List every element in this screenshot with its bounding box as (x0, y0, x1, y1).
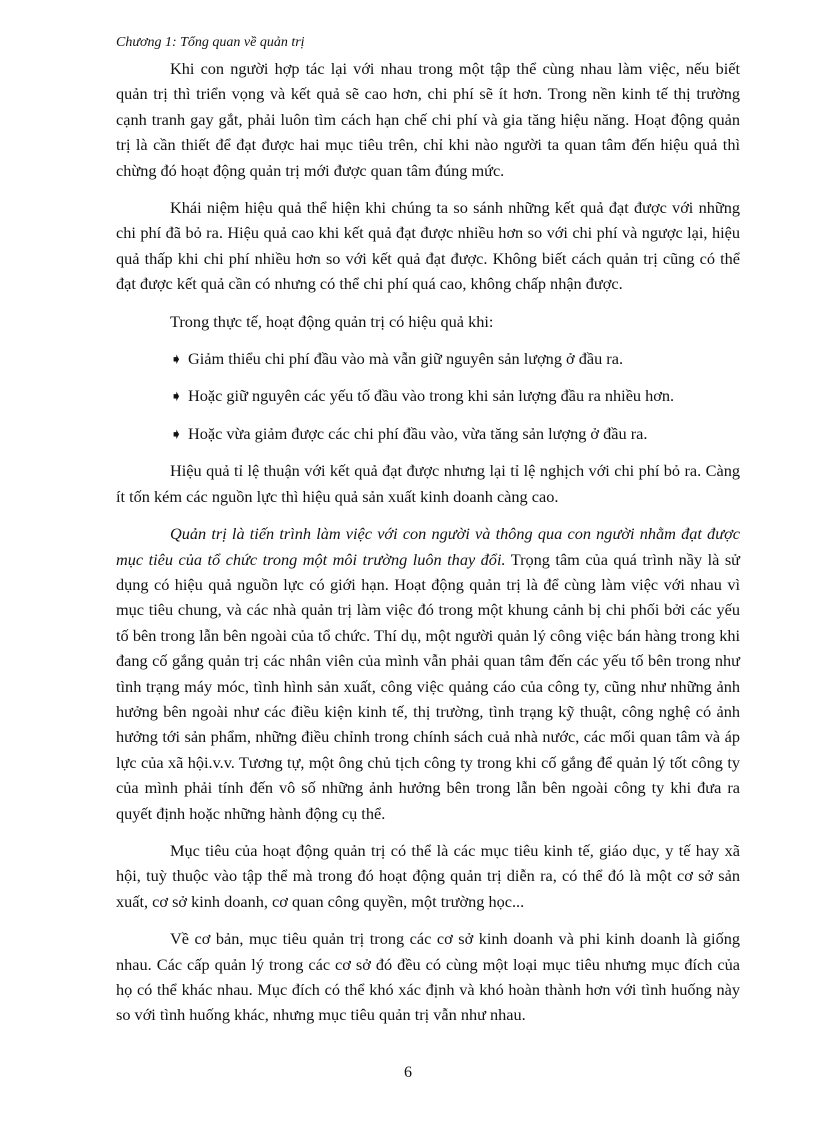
page-body (116, 56, 740, 1040)
paragraph-6: Mục tiêu của hoạt động quản trị có thể là các mục tiêu kinh tế, giáo dục, y tế hay xã hội, tuỳ thuộc vào tập thể mà trong đó hoạt động quản trị diễn ra, có thể đó là một cơ sở sản xuất, cơ sở kinh doanh, cơ quan công quyền, một trường học... (116, 840, 740, 911)
bullet-item (116, 421, 740, 448)
bullet-text: Hoặc giữ nguyên các yếu tố đầu vào trong khi sản lượng đầu ra nhiều hơn. (188, 386, 675, 406)
definition-italic: Quản trị là tiến trình làm việc với con người và thông qua con người nhằm đạt được mục tiêu của tổ chức trong một môi trường luôn thay đổi. (116, 524, 740, 569)
paragraph-4: Hiệu quả tỉ lệ thuận với kết quả đạt được nhưng lại tỉ lệ nghịch với chi phí bỏ ra. Càng ít tốn kém các nguồn lực thì hiệu quả sản xuất kinh doanh càng cao. (116, 461, 740, 506)
paragraph-3: Trong thực tế, hoạt động quản trị có hiệu quả khi: (170, 311, 494, 331)
paragraph-5 (116, 521, 740, 826)
chapter-header: Chương 1: Tổng quan về quản trị (116, 35, 305, 50)
bullet-item (116, 346, 740, 373)
bullet-text: Giảm thiểu chi phí đầu vào mà vẫn giữ nguyên sản lượng ở đầu ra. (188, 349, 624, 369)
bullet-text: Hoặc vừa giảm được các chi phí đầu vào, vừa tăng sản lượng ở đầu ra. (188, 423, 648, 443)
paragraph-1: Khi con người hợp tác lại với nhau trong một tập thể cùng nhau làm việc, nếu biết quản trị thì triển vọng và kết quả sẽ cao hơn, chi phí sẽ ít hơn. Trong nền kinh tế thị trường cạnh tranh gay gắt, phải luôn tìm cách hạn chế chi phí và gia tăng hiệu năng. Hoạt động quản trị là cần thiết để đạt được hai mục tiêu trên, chỉ khi nào người ta quan tâm đến hiệu quả thì chừng đó hoạt động quản trị mới được quan tâm đúng mức. (116, 59, 740, 180)
paragraph-5-text: Trọng tâm của quá trình nầy là sử dụng có hiệu quả nguồn lực có giới hạn. Hoạt động quản trị là để cùng làm việc với nhau vì mục tiêu chung, và các nhà quản trị làm việc đó trong một khung cảnh bị chi phối bởi các yếu tố bên trong lẫn bên ngoài của tổ chức. Thí dụ, một người quản lý công việc bán hàng trong khi đang cố gắng quản trị các nhân viên của mình vẫn phải quan tâm đến các yếu tố bên trong như tình trạng máy móc, tình hình sản xuất, công việc quảng cáo của công ty, cũng như những ảnh hưởng bên ngoài như các điều kiện kinh tế, thị trường, tình trạng kỹ thuật, công nghệ có ảnh hưởng tới sản phẩm, những điều chỉnh trong chính sách cuả nhà nước, các mối quan tâm và áp lực của xã hội.v.v. Tương tự, một ông chủ tịch công ty trong khi cố gắng để quản lý tốt công ty của mình phải tính đến vô số những ảnh hưởng bên trong lẫn bên ngoài công ty khi đưa ra quyết định hoặc những hành động cụ thể. (116, 549, 740, 823)
page-number: 6 (404, 1064, 412, 1081)
bullet-item (116, 383, 740, 410)
arrow-bullet-icon: ➧ (170, 389, 183, 406)
arrow-bullet-icon: ➧ (170, 426, 183, 443)
arrow-bullet-icon: ➧ (170, 352, 183, 369)
paragraph-2: Khái niệm hiệu quả thể hiện khi chúng ta so sánh những kết quả đạt được với những chi phí đã bỏ ra. Hiệu quả cao khi kết quả đạt được nhiều hơn so với chi phí và ngược lại, hiệu quả thấp khi chi phí nhiều hơn so với kết quả đạt được. Không biết cách quản trị cũng có thể đạt được kết quả cần có nhưng có thể chi phí quá cao, không chấp nhận được. (116, 198, 740, 294)
paragraph-7: Về cơ bản, mục tiêu quản trị trong các cơ sở kinh doanh và phi kinh doanh là giống nhau. Các cấp quản lý trong các cơ sở đó đều có cùng một loại mục tiêu nhưng mục đích của họ có thể khác nhau. Mục đích có thể khó xác định và khó hoàn thành hơn với tình huống này so với tình huống khác, nhưng mục tiêu quản trị vẫn như nhau. (116, 929, 740, 1025)
